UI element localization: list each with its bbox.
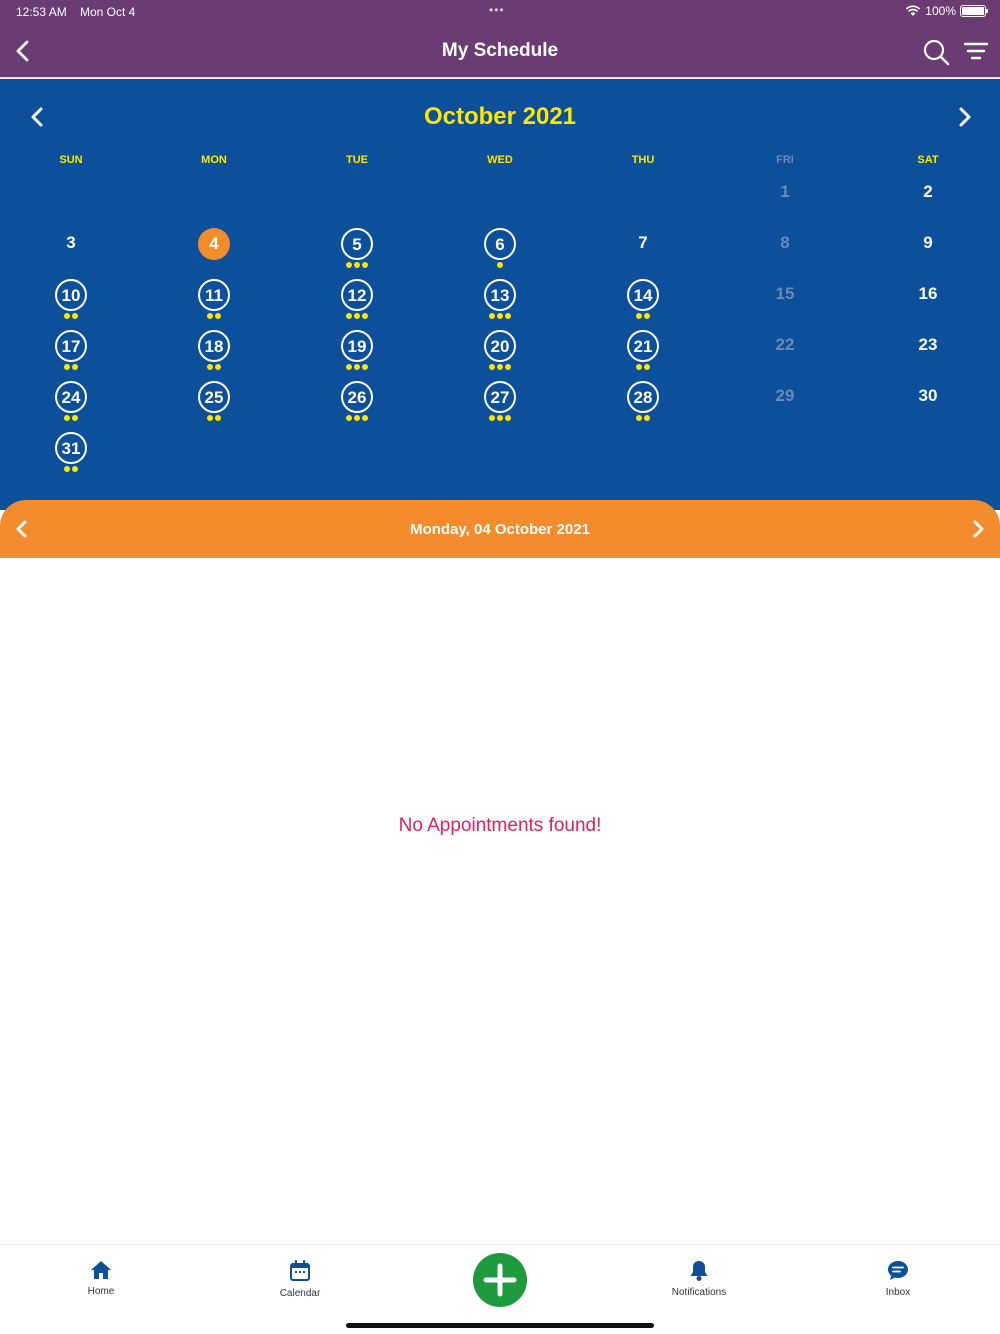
- appointment-dot: [644, 313, 650, 319]
- nav-bar: [0, 24, 1000, 78]
- appointment-dot: [346, 313, 352, 319]
- day-number: 8: [780, 233, 790, 252]
- appointment-indicator: [41, 364, 101, 370]
- appointment-indicator: [613, 313, 673, 319]
- calendar-day[interactable]: [184, 228, 244, 278]
- appointment-dot: [207, 364, 213, 370]
- appointment-dot: [72, 415, 78, 421]
- appointment-dot: [489, 313, 495, 319]
- day-number: 7: [638, 233, 648, 252]
- calendar-day[interactable]: [41, 432, 101, 482]
- tab-home-label: Home: [87, 1286, 115, 1297]
- day-number: 30: [918, 386, 938, 405]
- calendar-day[interactable]: [755, 381, 815, 431]
- tab-calendar[interactable]: [240, 1259, 360, 1299]
- appointment-indicator: [613, 415, 673, 421]
- appointment-indicator: [613, 364, 673, 370]
- day-number: 31: [55, 432, 87, 464]
- appointment-dot: [362, 364, 368, 370]
- month-calendar: [0, 79, 1000, 510]
- calendar-day[interactable]: [470, 381, 530, 431]
- battery-percent: 100%: [925, 4, 956, 18]
- appointment-indicator: [470, 262, 530, 268]
- appointment-dot: [497, 313, 503, 319]
- status-time: 12:53 AM: [16, 5, 67, 19]
- appointment-dot: [636, 415, 642, 421]
- appointment-indicator: [470, 313, 530, 319]
- day-number: 25: [198, 381, 230, 413]
- weekday-header: THU: [631, 154, 655, 166]
- day-number: 1: [780, 182, 790, 201]
- calendar-day[interactable]: [327, 279, 387, 329]
- calendar-day[interactable]: [898, 381, 958, 431]
- day-number: 29: [775, 386, 795, 405]
- day-number: 2: [923, 182, 933, 201]
- bell-icon: [687, 1259, 711, 1282]
- filter-icon[interactable]: [962, 38, 990, 66]
- calendar-day[interactable]: [755, 279, 815, 329]
- appointment-indicator: [327, 313, 387, 319]
- appointment-dot: [64, 364, 70, 370]
- weekday-header: WED: [487, 154, 513, 166]
- calendar-day[interactable]: [898, 177, 958, 227]
- day-number: 11: [198, 279, 230, 311]
- day-number: 17: [55, 330, 87, 362]
- appointment-indicator: [470, 364, 530, 370]
- tab-home[interactable]: [41, 1259, 161, 1297]
- next-month-chevron-icon[interactable]: [950, 103, 978, 131]
- calendar-day[interactable]: [41, 228, 101, 278]
- day-number: 18: [198, 330, 230, 362]
- appointment-dot: [644, 364, 650, 370]
- appointment-indicator: [41, 415, 101, 421]
- weekday-header: SUN: [59, 154, 83, 166]
- chat-bubble-icon: [886, 1259, 910, 1282]
- weekday-header: SAT: [917, 154, 939, 166]
- appointment-indicator: [41, 466, 101, 472]
- day-number: 15: [775, 284, 795, 303]
- appointment-dot: [72, 466, 78, 472]
- calendar-day[interactable]: [613, 330, 673, 380]
- tab-notifications-label: Notifications: [671, 1287, 727, 1298]
- appointment-dot: [207, 415, 213, 421]
- calendar-day[interactable]: [184, 330, 244, 380]
- next-day-chevron-icon[interactable]: [966, 517, 990, 541]
- appointment-dot: [497, 415, 503, 421]
- appointment-dot: [354, 262, 360, 268]
- tab-calendar-label: Calendar: [279, 1288, 321, 1299]
- page-title: My Schedule: [441, 40, 559, 61]
- calendar-day[interactable]: [613, 279, 673, 329]
- day-number: 3: [66, 233, 76, 252]
- calendar-day[interactable]: [184, 279, 244, 329]
- day-number: 13: [484, 279, 516, 311]
- status-date: Mon Oct 4: [80, 5, 136, 19]
- calendar-day[interactable]: [755, 330, 815, 380]
- calendar-day[interactable]: [41, 330, 101, 380]
- selected-day-number: 4: [198, 228, 230, 260]
- selected-date-label: Monday, 04 October 2021: [410, 521, 590, 538]
- calendar-day[interactable]: [327, 228, 387, 278]
- appointment-dot: [64, 466, 70, 472]
- plus-icon: [473, 1253, 527, 1307]
- appointment-dot: [636, 313, 642, 319]
- appointment-dot: [215, 415, 221, 421]
- day-number: 28: [627, 381, 659, 413]
- day-number: 14: [627, 279, 659, 311]
- appointment-dot: [72, 313, 78, 319]
- appointment-indicator: [184, 415, 244, 421]
- appointment-indicator: [470, 415, 530, 421]
- weekday-header: FRI: [776, 154, 794, 166]
- day-number: 6: [484, 228, 516, 260]
- appointment-dot: [497, 262, 503, 268]
- day-number: 27: [484, 381, 516, 413]
- day-number: 5: [341, 228, 373, 260]
- appointment-indicator: [327, 262, 387, 268]
- appointment-dot: [489, 364, 495, 370]
- appointment-dot: [362, 313, 368, 319]
- day-number: 9: [923, 233, 933, 252]
- home-icon: [89, 1259, 113, 1281]
- day-number: 24: [55, 381, 87, 413]
- calendar-day[interactable]: [327, 330, 387, 380]
- appointment-dot: [505, 364, 511, 370]
- calendar-day[interactable]: [327, 381, 387, 431]
- appointment-dot: [346, 262, 352, 268]
- calendar-day[interactable]: [755, 228, 815, 278]
- appointment-dot: [489, 415, 495, 421]
- appointment-indicator: [327, 415, 387, 421]
- appointment-indicator: [327, 364, 387, 370]
- search-icon[interactable]: [922, 38, 950, 66]
- tab-inbox[interactable]: [838, 1259, 958, 1298]
- day-number: 23: [918, 335, 938, 354]
- calendar-day[interactable]: [470, 279, 530, 329]
- add-appointment-button[interactable]: [473, 1253, 527, 1307]
- tab-inbox-label: Inbox: [885, 1287, 911, 1298]
- weekday-header: TUE: [346, 154, 368, 166]
- appointment-dot: [215, 313, 221, 319]
- appointment-dot: [346, 415, 352, 421]
- appointment-dot: [362, 415, 368, 421]
- appointment-dot: [505, 313, 511, 319]
- multitasking-dots[interactable]: •••: [489, 3, 505, 17]
- month-title[interactable]: October 2021: [423, 103, 577, 130]
- appointment-dot: [636, 364, 642, 370]
- calendar-day[interactable]: [898, 330, 958, 380]
- appointment-indicator: [184, 313, 244, 319]
- tab-notifications[interactable]: [639, 1259, 759, 1298]
- calendar-day[interactable]: [41, 279, 101, 329]
- tab-bar: [0, 1244, 1000, 1334]
- appointment-dot: [354, 364, 360, 370]
- appointment-dot: [644, 415, 650, 421]
- weekday-header: MON: [201, 154, 227, 166]
- calendar-icon: [288, 1259, 312, 1283]
- no-appointments-message: No Appointments found!: [398, 815, 602, 836]
- appointment-dot: [215, 364, 221, 370]
- wifi-icon: [905, 5, 921, 17]
- calendar-day[interactable]: [898, 279, 958, 329]
- selected-date-bar: [0, 500, 1000, 558]
- appointment-dot: [346, 364, 352, 370]
- appointment-dot: [362, 262, 368, 268]
- day-number: 12: [341, 279, 373, 311]
- day-number: 20: [484, 330, 516, 362]
- calendar-day[interactable]: [613, 381, 673, 431]
- calendar-day[interactable]: [755, 177, 815, 227]
- calendar-day[interactable]: [898, 228, 958, 278]
- day-number: 16: [918, 284, 938, 303]
- appointment-indicator: [41, 313, 101, 319]
- day-number: 26: [341, 381, 373, 413]
- appointment-dot: [354, 415, 360, 421]
- calendar-day[interactable]: [184, 381, 244, 431]
- appointment-dot: [354, 313, 360, 319]
- day-number: 10: [55, 279, 87, 311]
- appointment-indicator: [184, 364, 244, 370]
- home-indicator: [346, 1323, 654, 1328]
- status-right: [905, 4, 986, 18]
- calendar-day[interactable]: [470, 330, 530, 380]
- appointment-dot: [72, 364, 78, 370]
- day-number: 21: [627, 330, 659, 362]
- calendar-day[interactable]: [613, 228, 673, 278]
- calendar-day[interactable]: [41, 381, 101, 431]
- appointment-dot: [64, 313, 70, 319]
- calendar-day[interactable]: [470, 228, 530, 278]
- appointment-dot: [497, 364, 503, 370]
- day-number: 19: [341, 330, 373, 362]
- appointment-dot: [505, 415, 511, 421]
- battery-icon: [960, 5, 986, 17]
- status-bar: [0, 0, 1000, 24]
- appointment-dot: [64, 415, 70, 421]
- appointment-dot: [207, 313, 213, 319]
- day-number: 22: [775, 335, 795, 354]
